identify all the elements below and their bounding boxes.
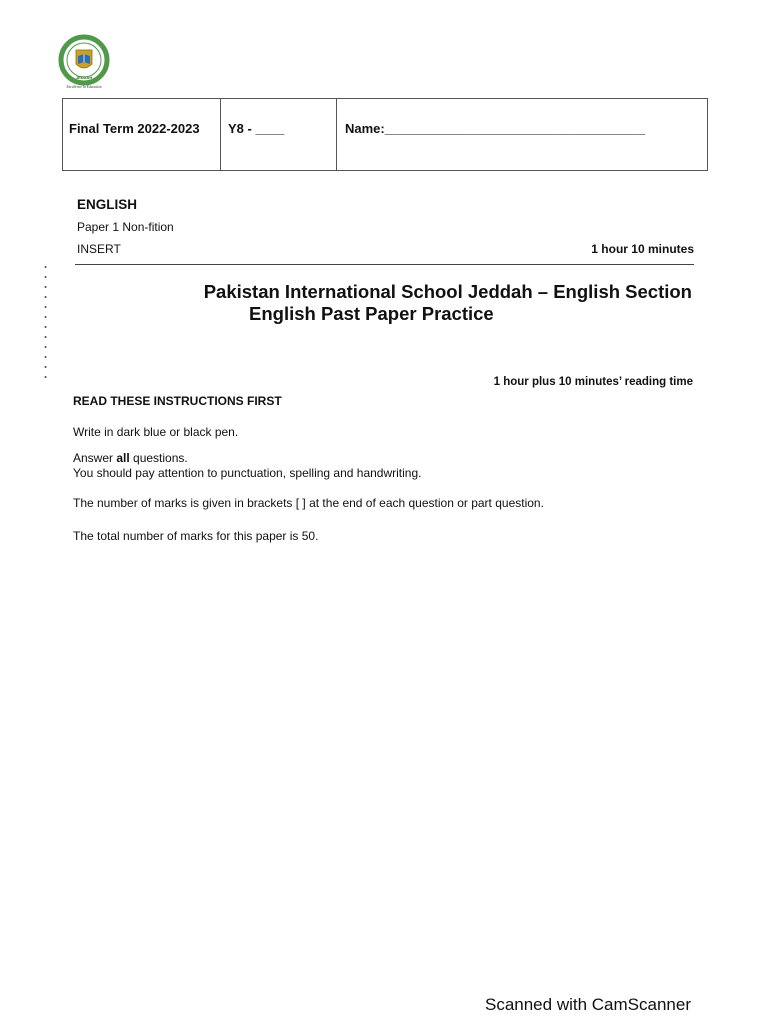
margin-dots	[44, 262, 47, 384]
school-logo	[52, 34, 118, 90]
logo-motto: Excellence In Education	[66, 85, 102, 89]
school-crest-icon	[52, 34, 118, 90]
answer-suffix: questions.	[129, 451, 188, 465]
insert-label: INSERT	[77, 242, 121, 256]
paper-label: Paper 1 Non-fition	[77, 220, 174, 234]
subject-label: ENGLISH	[77, 197, 138, 212]
term-cell: Final Term 2022-2023	[63, 99, 221, 170]
instruction-attention: You should pay attention to punctuation, spelling and handwriting.	[73, 466, 422, 480]
instructions-heading: READ THESE INSTRUCTIONS FIRST	[73, 394, 282, 408]
page-title: Pakistan International School Jeddah – English Section	[203, 281, 692, 302]
page-subtitle: English Past Paper Practice	[249, 303, 494, 324]
instruction-pen: Write in dark blue or black pen.	[73, 425, 239, 439]
instruction-total: The total number of marks for this paper is 50.	[73, 529, 319, 543]
name-field: Name:____________________________________	[345, 121, 646, 136]
instruction-marks: The number of marks is given in brackets [ ] at the end of each question or part question.	[73, 496, 544, 510]
answer-bold: all	[116, 451, 130, 465]
reading-time: 1 hour plus 10 minutes’ reading time	[493, 376, 693, 388]
instruction-answer	[73, 451, 188, 465]
duration-label: 1 hour 10 minutes	[591, 242, 694, 256]
camscanner-watermark: Scanned with CamScanner	[484, 995, 691, 1014]
exam-header-table	[62, 98, 708, 171]
divider	[75, 264, 694, 265]
grade-cell: Y8 - ____	[221, 99, 337, 170]
logo-city-text: JEDDAH	[75, 75, 93, 80]
answer-prefix: Answer	[73, 451, 117, 465]
